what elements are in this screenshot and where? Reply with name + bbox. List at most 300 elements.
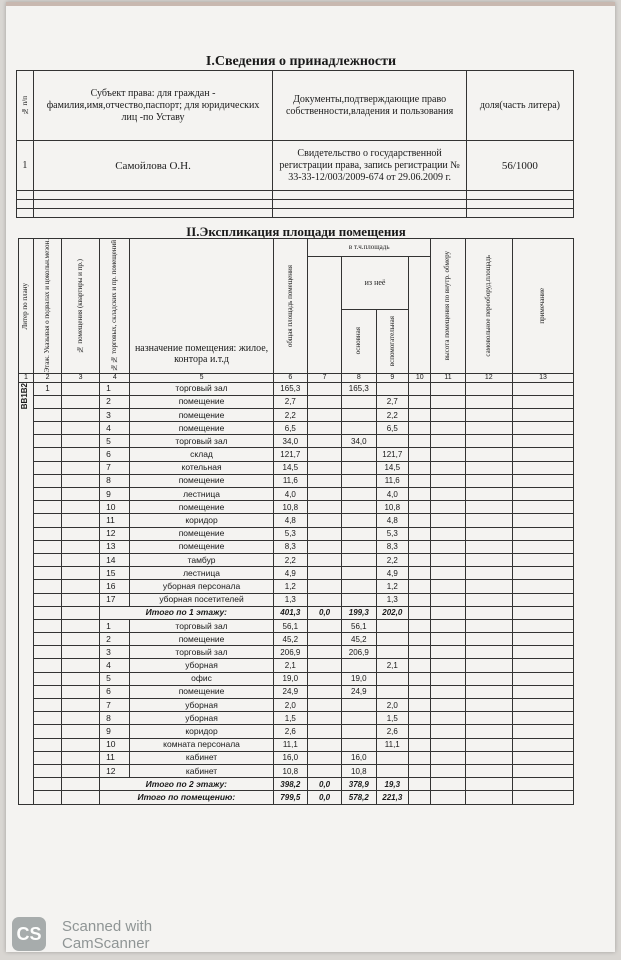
table-row: [19, 580, 574, 593]
aux-area: [376, 382, 409, 395]
col7-cell: [308, 646, 342, 659]
main-area: [342, 738, 376, 751]
ownership-document: Свидетельство о государственной регистрации права, запись регистрации № 33-33-12/003/2009-674 от 29.06.2009 г.: [273, 141, 466, 191]
table-row: [19, 751, 574, 764]
total-area: 1,3: [273, 593, 307, 606]
room-purpose: кабинет: [130, 751, 273, 764]
hdr-litera: Литер по плану: [21, 282, 30, 330]
apartment-cell: [62, 646, 100, 659]
floor-cell: [33, 685, 61, 698]
apartment-cell: [62, 514, 100, 527]
room-number: 11: [100, 751, 130, 764]
col7-cell: [308, 448, 342, 461]
hdr-purpose: назначение помещения: жилое, контора и.т.д: [130, 239, 273, 374]
total-c7: 0,0: [308, 791, 342, 804]
section2-title: II.Экспликация площади помещения: [186, 224, 406, 239]
room-number: 2: [100, 633, 130, 646]
total-area: 8,3: [273, 540, 307, 553]
total-area: 24,9: [273, 685, 307, 698]
floor-cell: 1: [33, 382, 61, 395]
empty-cell: [409, 606, 431, 619]
floor-cell: [33, 725, 61, 738]
aux-area: 6,5: [376, 422, 409, 435]
empty-cell: [512, 514, 573, 527]
col-subject-header: Субъект права: для граждан - фамилия,имя,отчество,паспорт; для юридических лиц -по Уставу: [33, 71, 273, 141]
litera-label: ВВ1В2: [20, 382, 29, 409]
room-number: 8: [100, 712, 130, 725]
floor-cell: [33, 422, 61, 435]
table-row: [19, 659, 574, 672]
column-number: 8: [342, 373, 376, 382]
col7-cell: [308, 527, 342, 540]
table-row: [19, 553, 574, 566]
main-area: [342, 725, 376, 738]
total-area: 4,8: [273, 514, 307, 527]
room-number: 9: [100, 488, 130, 501]
apartment-cell: [62, 619, 100, 632]
empty-cell: [431, 395, 465, 408]
col7-cell: [308, 751, 342, 764]
total-total: 398,2: [273, 778, 307, 791]
col7-cell: [308, 488, 342, 501]
floor-cell: [33, 395, 61, 408]
apartment-cell: [62, 712, 100, 725]
empty-cell: [431, 751, 465, 764]
total-aux: 202,0: [376, 606, 409, 619]
table-row: [19, 501, 574, 514]
empty-cell: [33, 606, 61, 619]
empty-cell: [465, 435, 512, 448]
total-area: 2,6: [273, 725, 307, 738]
owner-name: Самойлова О.Н.: [33, 141, 273, 191]
aux-area: 2,7: [376, 395, 409, 408]
main-area: [342, 580, 376, 593]
total-label: Итого по 2 этажу:: [100, 778, 274, 791]
total-row: [19, 606, 574, 619]
empty-cell: [465, 699, 512, 712]
col7-cell: [308, 461, 342, 474]
col7-cell: [308, 580, 342, 593]
floor-cell: [33, 738, 61, 751]
total-area: 4,0: [273, 488, 307, 501]
floor-cell: [33, 461, 61, 474]
main-area: [342, 540, 376, 553]
room-number: 7: [100, 461, 130, 474]
apartment-cell: [62, 408, 100, 421]
floor-cell: [33, 488, 61, 501]
empty-cell: [512, 527, 573, 540]
main-area: 56,1: [342, 619, 376, 632]
document-page: [6, 2, 615, 952]
empty-cell: [409, 382, 431, 395]
floor-cell: [33, 501, 61, 514]
empty-cell: [512, 751, 573, 764]
floor-cell: [33, 553, 61, 566]
room-purpose: уборная персонала: [130, 580, 273, 593]
col7-cell: [308, 382, 342, 395]
page-edge: [6, 2, 615, 6]
column-number: 12: [465, 373, 512, 382]
floor-cell: [33, 646, 61, 659]
room-purpose: уборная: [130, 699, 273, 712]
col7-cell: [308, 725, 342, 738]
table-row: [19, 567, 574, 580]
col7-cell: [308, 553, 342, 566]
column-number: 7: [308, 373, 342, 382]
table-row: [19, 395, 574, 408]
empty-cell: [431, 606, 465, 619]
apartment-cell: [62, 395, 100, 408]
aux-area: 11,1: [376, 738, 409, 751]
empty-cell: [465, 461, 512, 474]
col7-cell: [308, 408, 342, 421]
main-area: 10,8: [342, 764, 376, 777]
column-number: 3: [62, 373, 100, 382]
table-row: [19, 593, 574, 606]
total-area: 2,2: [273, 553, 307, 566]
empty-cell: [431, 738, 465, 751]
room-purpose: лестница: [130, 567, 273, 580]
col7-cell: [308, 567, 342, 580]
apartment-cell: [62, 699, 100, 712]
aux-area: 4,9: [376, 567, 409, 580]
main-area: [342, 395, 376, 408]
empty-cell: [409, 553, 431, 566]
floor-cell: [33, 712, 61, 725]
total-area: 14,5: [273, 461, 307, 474]
empty-cell: [512, 606, 573, 619]
empty-cell: [512, 553, 573, 566]
empty-cell: [512, 646, 573, 659]
floor-cell: [33, 527, 61, 540]
main-area: [342, 501, 376, 514]
apartment-cell: [62, 474, 100, 487]
empty-cell: [512, 725, 573, 738]
empty-cell: [431, 553, 465, 566]
empty-cell: [409, 593, 431, 606]
room-number: 3: [100, 408, 130, 421]
empty-cell: [431, 540, 465, 553]
room-purpose: офис: [130, 672, 273, 685]
floor-cell: [33, 593, 61, 606]
empty-cell: [409, 619, 431, 632]
empty-cell: [431, 764, 465, 777]
room-number: 15: [100, 567, 130, 580]
empty-cell: [431, 408, 465, 421]
empty-cell: [409, 501, 431, 514]
table-row: [19, 699, 574, 712]
total-area: 45,2: [273, 633, 307, 646]
total-area: 2,0: [273, 699, 307, 712]
empty-cell: [431, 474, 465, 487]
table-row: [19, 672, 574, 685]
total-area: 4,9: [273, 567, 307, 580]
apartment-cell: [62, 751, 100, 764]
empty-cell: [512, 435, 573, 448]
total-area: 1,5: [273, 712, 307, 725]
aux-area: 5,3: [376, 527, 409, 540]
empty-cell: [409, 448, 431, 461]
column-number: 6: [273, 373, 307, 382]
apartment-cell: [62, 422, 100, 435]
empty-cell: [465, 448, 512, 461]
section1-title: I.Сведения о принадлежности: [205, 54, 397, 69]
table-row: [19, 474, 574, 487]
apartment-cell: [62, 435, 100, 448]
hdr-room-num: №№ торговых, складских и пр. помещений: [110, 239, 119, 372]
aux-area: [376, 751, 409, 764]
total-aux: 221,3: [376, 791, 409, 804]
total-area: 2,7: [273, 395, 307, 408]
aux-area: [376, 619, 409, 632]
floor-cell: [33, 540, 61, 553]
empty-cell: [431, 699, 465, 712]
empty-cell: [512, 685, 573, 698]
room-number: 9: [100, 725, 130, 738]
total-label: Итого по помещению:: [100, 791, 274, 804]
apartment-cell: [62, 540, 100, 553]
room-purpose: помещение: [130, 395, 273, 408]
empty-cell: [409, 633, 431, 646]
empty-cell: [431, 422, 465, 435]
empty-cell: [409, 778, 431, 791]
total-area: 11,1: [273, 738, 307, 751]
room-number: 11: [100, 514, 130, 527]
empty-cell: [409, 672, 431, 685]
room-number: 5: [100, 435, 130, 448]
room-number: 6: [100, 448, 130, 461]
column-number: 13: [512, 373, 573, 382]
empty-cell: [465, 685, 512, 698]
total-area: 206,9: [273, 646, 307, 659]
aux-area: 2,2: [376, 408, 409, 421]
table-row: [19, 422, 574, 435]
empty-cell: [409, 514, 431, 527]
empty-cell: [512, 580, 573, 593]
empty-cell: [512, 422, 573, 435]
table-row: [19, 738, 574, 751]
empty-cell: [431, 672, 465, 685]
room-number: 10: [100, 501, 130, 514]
aux-area: [376, 764, 409, 777]
table-row: [19, 435, 574, 448]
col7-cell: [308, 699, 342, 712]
empty-cell: [512, 738, 573, 751]
floor-cell: [33, 474, 61, 487]
main-area: 165,3: [342, 382, 376, 395]
apartment-cell: [62, 685, 100, 698]
main-area: 34,0: [342, 435, 376, 448]
empty-cell: [62, 778, 100, 791]
col7-cell: [308, 501, 342, 514]
total-area: 121,7: [273, 448, 307, 461]
total-label: Итого по 1 этажу:: [100, 606, 274, 619]
main-area: [342, 567, 376, 580]
floor-cell: [33, 448, 61, 461]
main-area: 24,9: [342, 685, 376, 698]
floor-cell: [33, 699, 61, 712]
empty-cell: [512, 540, 573, 553]
total-row: [19, 778, 574, 791]
empty-cell: [431, 685, 465, 698]
empty-cell: [409, 791, 431, 804]
share-value: 56/1000: [466, 141, 573, 191]
table-row: [19, 488, 574, 501]
room-purpose: помещение: [130, 408, 273, 421]
empty-cell: [465, 580, 512, 593]
total-aux: 19,3: [376, 778, 409, 791]
empty-cell: [512, 395, 573, 408]
hdr-apartment: № помещения (квартиры и пр.): [76, 258, 85, 353]
apartment-cell: [62, 448, 100, 461]
empty-cell: [465, 659, 512, 672]
aux-area: 11,6: [376, 474, 409, 487]
room-number: 2: [100, 395, 130, 408]
col7-cell: [308, 764, 342, 777]
room-purpose: тамбур: [130, 553, 273, 566]
empty-cell: [431, 778, 465, 791]
main-area: [342, 408, 376, 421]
floor-cell: [33, 619, 61, 632]
aux-area: [376, 646, 409, 659]
apartment-cell: [62, 738, 100, 751]
total-row: [19, 791, 574, 804]
empty-cell: [431, 567, 465, 580]
empty-cell: [465, 619, 512, 632]
table-row: [19, 514, 574, 527]
table-row: [19, 461, 574, 474]
empty-cell: [33, 778, 61, 791]
empty-cell: [465, 540, 512, 553]
empty-cell: [465, 606, 512, 619]
empty-cell: [512, 474, 573, 487]
apartment-cell: [62, 672, 100, 685]
main-area: [342, 659, 376, 672]
total-area: 2,2: [273, 408, 307, 421]
empty-cell: [512, 791, 573, 804]
empty-cell: [409, 764, 431, 777]
floor-cell: [33, 514, 61, 527]
table-row: [19, 619, 574, 632]
aux-area: [376, 685, 409, 698]
floor-cell: [33, 435, 61, 448]
table-row: [19, 712, 574, 725]
floor-cell: [33, 764, 61, 777]
empty-cell: [512, 699, 573, 712]
room-purpose: помещение: [130, 527, 273, 540]
empty-cell: [409, 488, 431, 501]
empty-cell: [512, 712, 573, 725]
empty-cell: [465, 646, 512, 659]
empty-cell: [431, 646, 465, 659]
main-area: [342, 474, 376, 487]
column-number: 10: [409, 373, 431, 382]
total-total: 401,3: [273, 606, 307, 619]
main-area: [342, 527, 376, 540]
total-area: 10,8: [273, 501, 307, 514]
empty-cell: [33, 791, 61, 804]
empty-cell: [431, 580, 465, 593]
empty-cell: [431, 527, 465, 540]
empty-cell: [465, 778, 512, 791]
empty-cell: [62, 791, 100, 804]
hdr-floor: Этаж. Указывая о подвалах и цокольн.мезон.: [43, 239, 52, 373]
room-purpose: торговый зал: [130, 646, 273, 659]
hdr-of-which: из неё: [342, 257, 409, 310]
empty-cell: [465, 382, 512, 395]
room-number: 4: [100, 422, 130, 435]
main-area: [342, 712, 376, 725]
main-area: 45,2: [342, 633, 376, 646]
room-number: 10: [100, 738, 130, 751]
aux-area: 4,8: [376, 514, 409, 527]
main-area: [342, 553, 376, 566]
main-area: [342, 422, 376, 435]
room-purpose: помещение: [130, 422, 273, 435]
aux-area: [376, 672, 409, 685]
col7-cell: [308, 685, 342, 698]
main-area: 16,0: [342, 751, 376, 764]
empty-cell: [512, 382, 573, 395]
empty-cell: [409, 646, 431, 659]
main-area: [342, 593, 376, 606]
main-area: [342, 461, 376, 474]
main-area: [342, 488, 376, 501]
main-area: 19,0: [342, 672, 376, 685]
col7-cell: [308, 712, 342, 725]
empty-cell: [409, 699, 431, 712]
empty-cell: [409, 540, 431, 553]
empty-cell: [409, 659, 431, 672]
apartment-cell: [62, 567, 100, 580]
hdr-aux: вспомогательная: [387, 315, 396, 367]
aux-area: [376, 633, 409, 646]
col-num-header: № п/п: [20, 95, 29, 116]
empty-cell: [431, 712, 465, 725]
column-number: 11: [431, 373, 465, 382]
table-row: [19, 633, 574, 646]
total-total: 799,5: [273, 791, 307, 804]
apartment-cell: [62, 527, 100, 540]
empty-cell: [465, 474, 512, 487]
empty-cell: [465, 488, 512, 501]
room-purpose: помещение: [130, 685, 273, 698]
empty-cell: [465, 501, 512, 514]
empty-cell: [431, 382, 465, 395]
empty-cell: [512, 567, 573, 580]
empty-cell: [409, 725, 431, 738]
empty-cell: [431, 633, 465, 646]
total-area: 16,0: [273, 751, 307, 764]
aux-area: 2,2: [376, 553, 409, 566]
empty-cell: [465, 553, 512, 566]
floor-cell: [33, 408, 61, 421]
table-row: [19, 685, 574, 698]
col7-cell: [308, 659, 342, 672]
empty-cell: [512, 448, 573, 461]
empty-cell: [512, 659, 573, 672]
empty-cell: [465, 725, 512, 738]
hdr-total-area: общая площадь помещения: [285, 264, 294, 347]
room-number: 5: [100, 672, 130, 685]
room-purpose: комната персонала: [130, 738, 273, 751]
room-number: 3: [100, 646, 130, 659]
aux-area: 1,2: [376, 580, 409, 593]
empty-cell: [409, 474, 431, 487]
col7-cell: [308, 422, 342, 435]
room-number: 1: [100, 382, 130, 395]
room-number: 12: [100, 764, 130, 777]
